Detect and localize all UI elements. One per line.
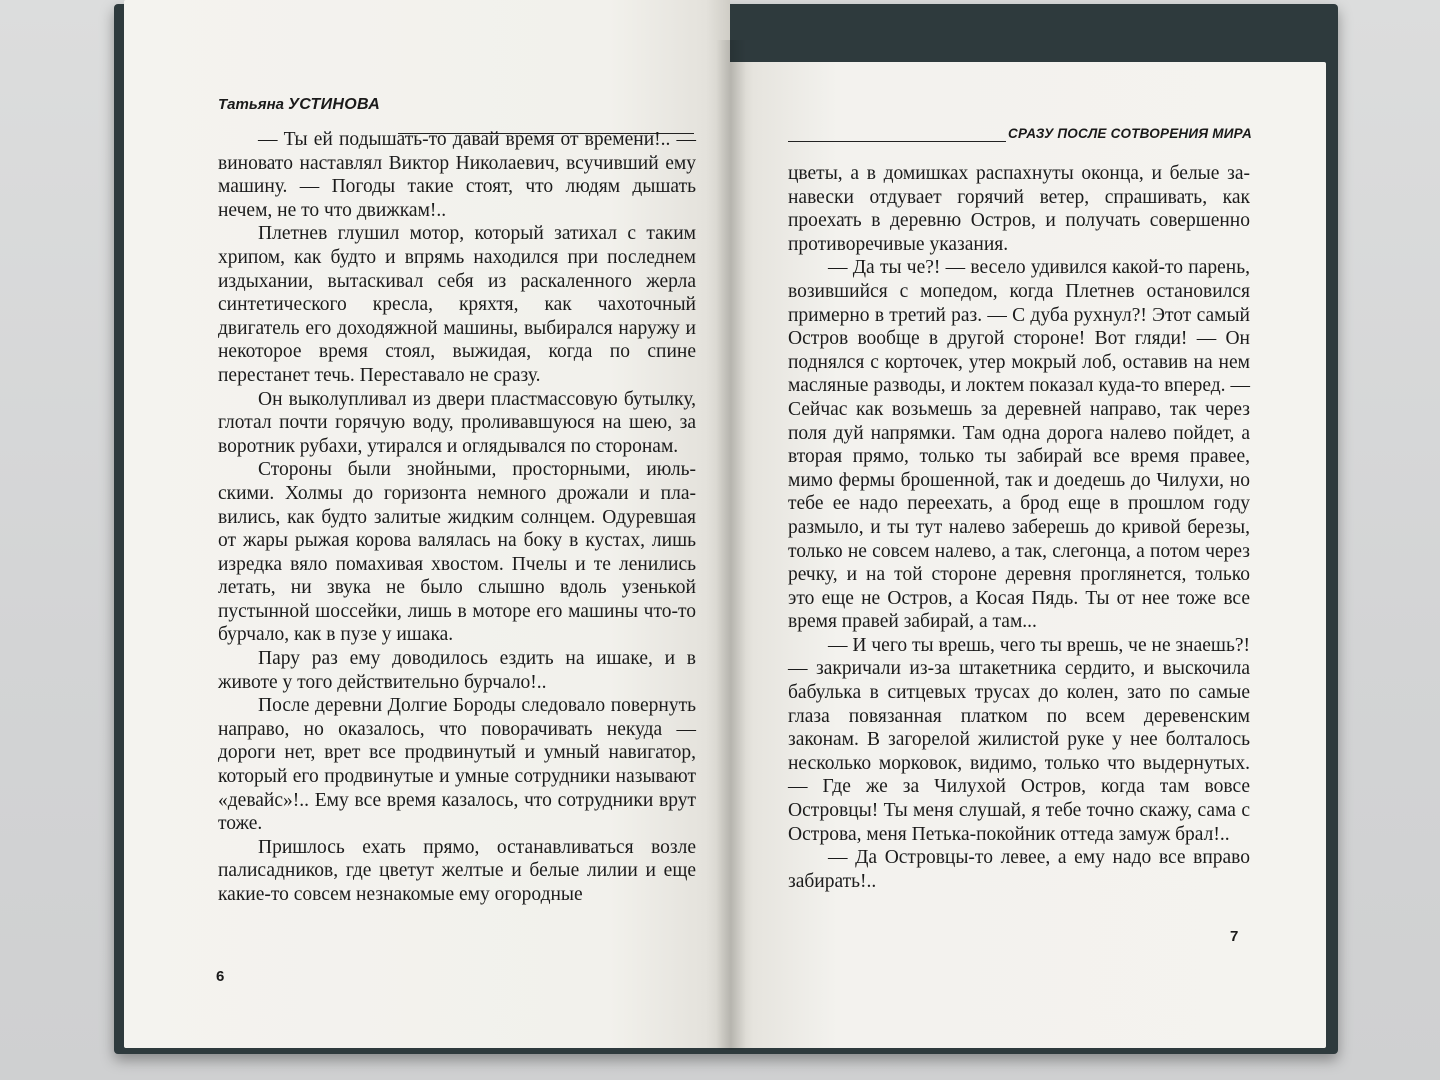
page-number: 6 <box>216 968 225 985</box>
paragraph: Пару раз ему доводилось ездить на ишаке, и в животе у того действительно бурчало!.. <box>218 648 696 693</box>
paragraph: Плетнев глушил мотор, который затихал с таким хрипом, как будто и впрямь находился при последнем издыхании, вытаскивал себя из раскаленного жерла синтетического кресла, кряхтя, как чахоточный двигатель его доходяжной машины, выбирался наружу и некоторое время стоял, выжидая, когда по спине перестанет течь. Переставало не сразу. <box>218 223 696 386</box>
page-number: 7 <box>1230 928 1239 945</box>
paragraph: — Да ты че?! — весело удивился какой-то парень, возившийся с мопедом, когда Плетнев остановился примерно в третий раз. — С дуба рухнул?! Этот самый Остров вообще в другой стороне! Вот гляди! — Он поднялся с корточек, утер мокрый лоб, оставив на нем масляные разводы, и локтем показал куда-то вперед. — Сейчас как возьмешь за деревней направо, так через поля дуй напрямки. Там одна дорога налево пойдет, а вторая прямо, только ты забирай все время правее, мимо фермы брошенной, так и доедешь до Чилухи, но тебе ее надо переехать, а брод еще в прошлом году размыло, и ты тут налево заберешь до кривой березы, только не совсем налево, а так, слегонца, а потом через речку, и на той стороне деревня проглянется, только это еще не Остров, а Косая Пядь. Ты от нее тоже все время правей забирай, а там... <box>788 257 1250 633</box>
paragraph: Стороны были знойными, просторными, июльскими. Холмы до горизонта немного дрожали и плавились, как будто залитые жидким солнцем. Одуревшая от жары рыжая корова валялась на боку в кустах, лишь изредка вяло помахивая хвостом. Пчелы и те ленились летать, ни звука не было слышно вдоль узенькой пустынной шоссейки, лишь в моторе его машины что-то бурчало, как в пузе у ишака. <box>218 459 696 646</box>
author-last-name: УСТИНОВА <box>288 96 381 113</box>
paragraph: После деревни Долгие Бороды следовало повернуть направо, но оказалось, что поворачивать некуда — дороги нет, врет все продвинутый и умный навигатор, который его продвинутые и умные сотрудники называют «девайс»!.. Ему все время казалось, что сотрудники врут тоже. <box>218 695 696 835</box>
paragraph: Пришлось ехать прямо, останавливаться возле палисадников, где цветут желтые и белые лилии и еще какие-то совсем незнакомые ему огородные <box>218 836 696 905</box>
body-text <box>788 162 1250 893</box>
paragraph: — Да Островцы-то левее, а ему надо все вправо забирать!.. <box>788 847 1250 892</box>
paragraph: — Ты ей подышать-то давай время от времени!.. — виновато наставлял Виктор Николаевич, всучивший ему машину. — Погоды такие стоят, что людям дышать нечем, не то что движкам!.. <box>218 129 696 221</box>
paragraph: Он выколупливал из двери пластмассовую бутылку, глотал почти горячую воду, проливавшуюся на шею, за воротник рубахи, утирался и оглядывался по сторонам. <box>218 388 696 457</box>
right-page <box>730 62 1326 1048</box>
running-head-title: СРАЗУ ПОСЛЕ СОТВОРЕНИЯ МИРА <box>1008 126 1252 141</box>
left-page <box>124 0 730 1048</box>
header-rule <box>788 141 1006 142</box>
spine-shadow <box>716 40 746 1050</box>
paragraph: цветы, а в домишках распахнуты оконца, и белые занавески отдувает горячий ветер, спрашивать, как проехать в деревню Остров, и получать совершенно противоречивые указания. <box>788 163 1250 255</box>
body-text <box>218 128 696 907</box>
paragraph: — И чего ты врешь, чего ты врешь, че не знаешь?! — закричали из-за штакетника сердито, и выскочила бабулька в ситцевых трусах до колен, зато по самые глаза повязанная платком по всем деревенским законам. В загорелой жилистой руке у нее болталось несколько морковок, видимо, только что выдернутых. — Где же за Чилухой Остров, когда там вовсе Островцы! Ты меня слушай, я тебе точно скажу, сама с Острова, меня Петька-покойник оттеда замуж брал!.. <box>788 634 1250 845</box>
author-first-name: Татьяна <box>218 96 284 113</box>
running-head-author <box>218 96 380 114</box>
